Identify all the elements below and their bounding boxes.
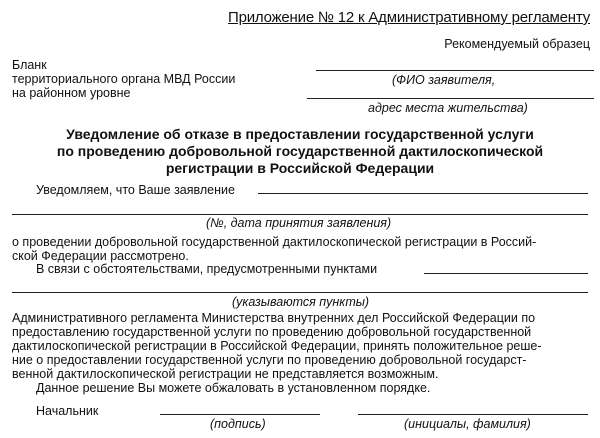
applicant-address-hint: адрес места жительства) (368, 101, 528, 115)
circumstances-prefix: В связи с обстоятельствами, предусмотренными пунктами (36, 262, 378, 276)
title-line-2: по проведению добровольной государственной дактилоскопической (56, 143, 544, 159)
title-line-3: регистрации в Российской Федерации (165, 160, 435, 176)
points-hint: (указываются пункты) (232, 295, 370, 309)
para2-line-4: ние о предоставлении государственной услуги по проведению добровольной государст- (12, 353, 527, 367)
para2-line-3: дактилоскопической регистрации в Российской Федерации, принять положительное реше- (12, 339, 542, 353)
points-line-1 (424, 273, 588, 274)
para2-line-5: венной дактилоскопической регистрации не представляется возможным. (12, 367, 439, 381)
blank-label: Бланк (12, 58, 47, 72)
signature-line (160, 414, 320, 415)
applicant-name-hint: (ФИО заявителя, (392, 73, 496, 87)
name-hint: (инициалы, фамилия) (404, 417, 531, 431)
signature-hint: (подпись) (210, 417, 266, 431)
para2-line-1: Административного регламента Министерства внутренних дел Российской Федерации по (12, 311, 536, 325)
applicant-address-line (307, 98, 594, 99)
title-line-1: Уведомление об отказе в предоставлении государственной услуги (66, 126, 534, 142)
appendix-heading: Приложение № 12 к Административному регламенту (227, 9, 590, 26)
application-line-1 (258, 193, 588, 194)
chief-label: Начальник (36, 404, 99, 418)
appeal-text: Данное решение Вы можете обжаловать в установленном порядке. (36, 381, 431, 395)
sample-label: Рекомендуемый образец (444, 37, 590, 51)
blank-organ: территориального органа МВД России (12, 72, 236, 86)
para1-line-2: ской Федерации рассмотрено. (12, 249, 189, 263)
document-title (0, 126, 600, 177)
points-line-2 (12, 292, 588, 293)
para2-line-2: предоставлению государственной услуги по проведению добровольной государственной (12, 325, 532, 339)
para1-line-1: о проведении добровольной государственной дактилоскопической регистрации в Россий- (12, 235, 537, 249)
application-line-2 (12, 214, 588, 215)
name-line (358, 414, 588, 415)
blank-level: на районном уровне (12, 86, 131, 100)
applicant-name-line (316, 70, 594, 71)
application-hint: (№, дата принятия заявления) (206, 216, 392, 230)
notify-prefix: Уведомляем, что Ваше заявление (36, 183, 235, 197)
